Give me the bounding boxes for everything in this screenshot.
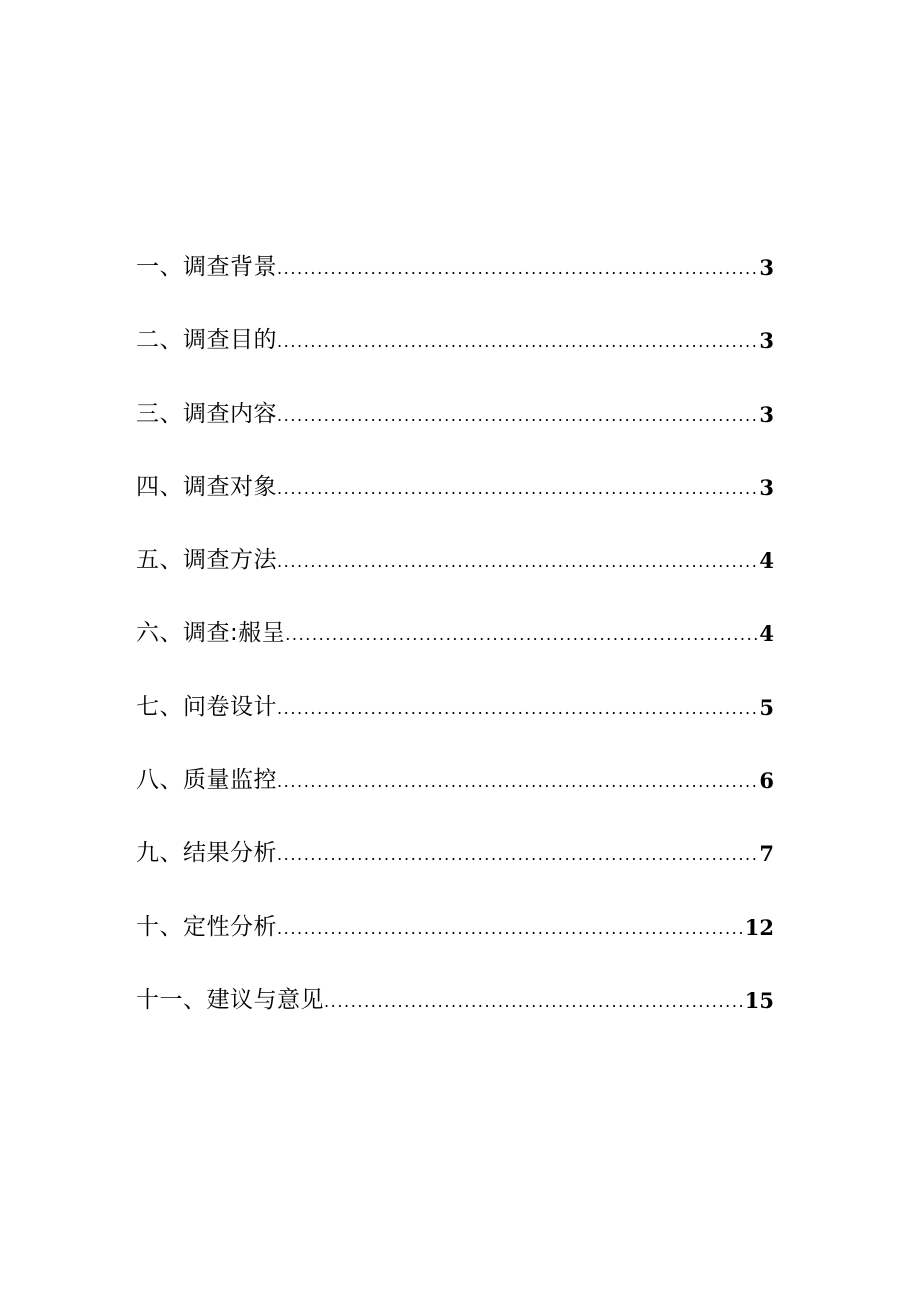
toc-entry-page: 4: [759, 621, 774, 647]
toc-entry-title: 一、调查背景: [136, 254, 277, 280]
toc-dot-leader: [277, 259, 759, 282]
toc-entry-page: 5: [759, 694, 774, 720]
toc-entry-title: 七、问卷设计: [136, 693, 277, 720]
table-of-contents: [136, 246, 774, 1052]
toc-entry-page: 3: [759, 401, 774, 427]
toc-entry: [136, 466, 774, 502]
toc-entry: [136, 246, 774, 282]
toc-dot-leader: [277, 919, 745, 942]
toc-entry-page: 15: [744, 987, 774, 1013]
toc-dot-leader: [285, 625, 759, 648]
toc-entry: [136, 832, 774, 868]
toc-entry-title: 三、调查内容: [136, 400, 277, 427]
toc-entry-page: 3: [759, 255, 774, 280]
toc-entry-title: 十、定性分析: [136, 913, 277, 940]
toc-entry-title: 六、调查:赧呈: [136, 620, 286, 647]
toc-dot-leader: [277, 479, 759, 502]
toc-entry-title: 九、结果分析: [136, 840, 277, 867]
toc-dot-leader: [277, 772, 759, 795]
toc-entry-page: 12: [744, 914, 774, 940]
toc-entry: [136, 759, 774, 795]
toc-entry-title: 八、质量监控: [136, 767, 277, 794]
toc-entry-title: 五、调查方法: [136, 547, 277, 574]
toc-entry: [136, 612, 774, 648]
toc-entry-title: 二、调查目的: [136, 327, 277, 354]
toc-entry: [136, 319, 774, 355]
toc-dot-leader: [324, 992, 745, 1015]
toc-dot-leader: [277, 406, 759, 429]
toc-entry-page: 3: [759, 328, 774, 354]
toc-dot-leader: [277, 332, 759, 355]
toc-entry-page: 3: [759, 474, 774, 500]
toc-entry-page: 7: [759, 841, 774, 867]
toc-entry: [136, 686, 774, 722]
toc-dot-leader: [277, 699, 759, 722]
toc-entry: [136, 393, 774, 429]
toc-entry: [136, 979, 774, 1015]
toc-entry-page: 4: [759, 548, 774, 574]
toc-entry-title: 四、调查对象: [136, 473, 277, 500]
toc-entry-title: 十一、建议与意见: [136, 986, 324, 1013]
toc-entry-page: 6: [759, 768, 774, 794]
toc-dot-leader: [277, 845, 759, 868]
toc-entry: [136, 539, 774, 575]
toc-dot-leader: [277, 552, 759, 575]
toc-entry: [136, 906, 774, 942]
